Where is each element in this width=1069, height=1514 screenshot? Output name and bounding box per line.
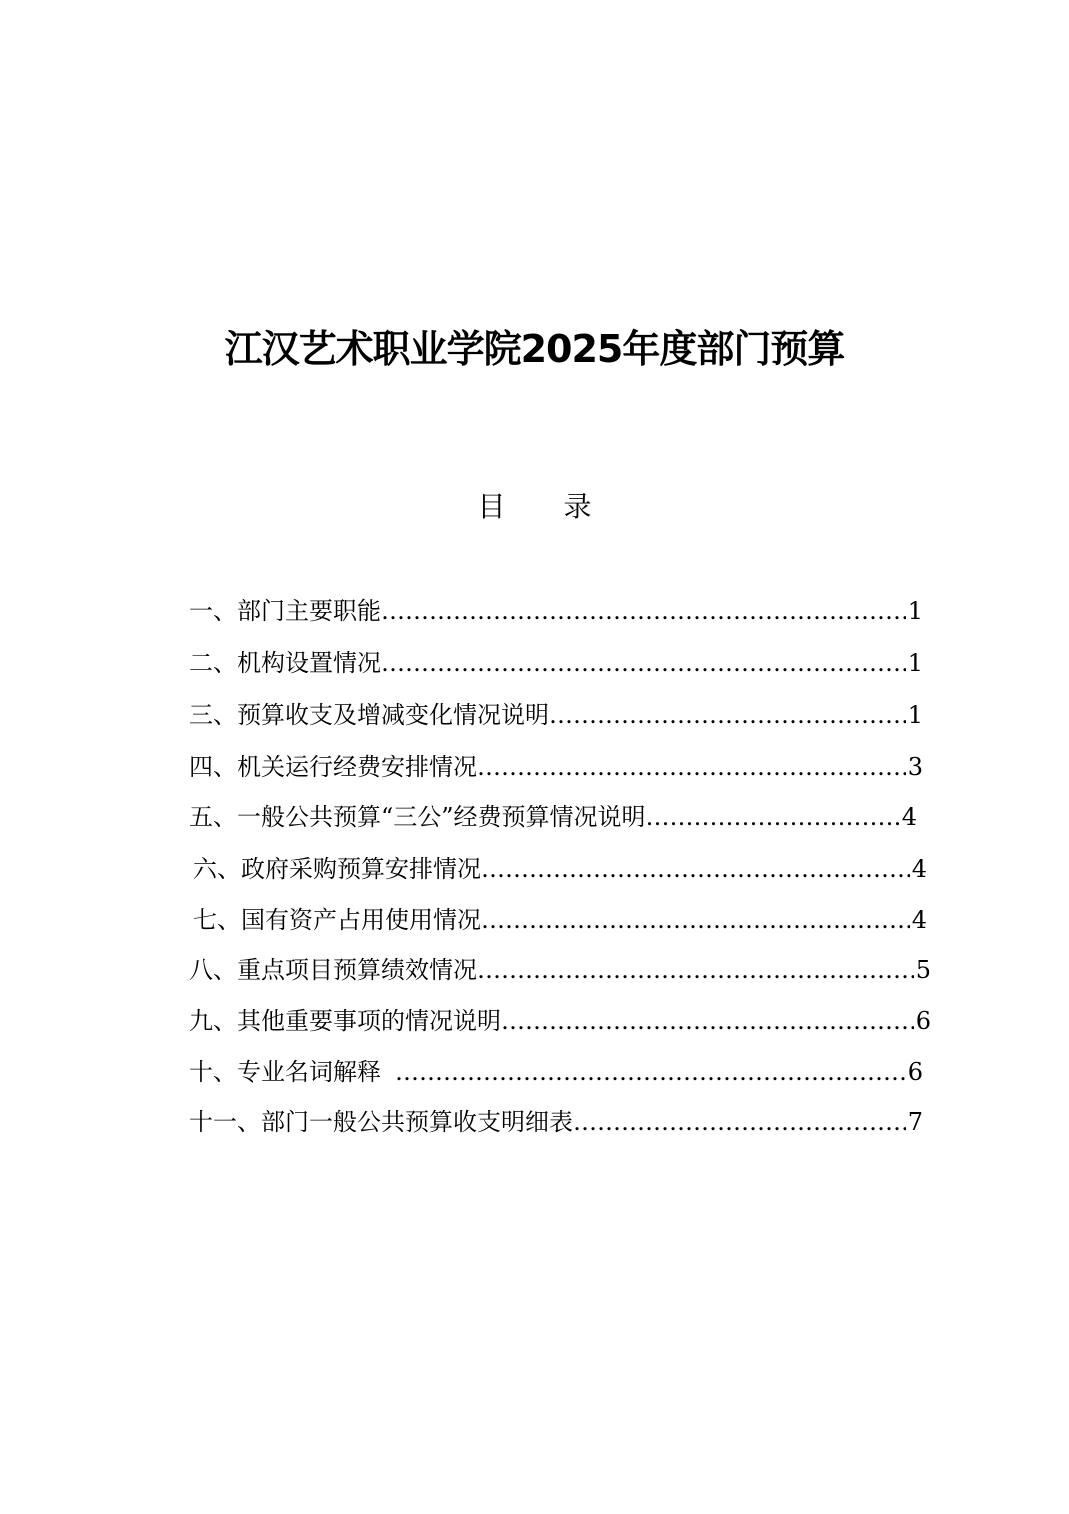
toc-entry[interactable]	[189, 947, 931, 993]
toc-leader-dots	[573, 1099, 906, 1145]
toc-entry-page: 6	[915, 1007, 931, 1035]
toc-entry-label: 四、机关运行经费安排情况	[189, 753, 477, 781]
toc-entry-label: 六、政府采购预算安排情况	[193, 855, 481, 883]
toc-leader-dots	[481, 846, 910, 892]
toc-leader-dots	[646, 794, 900, 840]
toc-entry[interactable]	[189, 692, 923, 738]
toc-entry[interactable]	[189, 1099, 923, 1145]
toc-leader-dots	[477, 744, 906, 790]
toc-leader-dots	[381, 588, 906, 634]
toc-entry-page: 5	[915, 956, 931, 984]
toc-entry-page: 1	[907, 701, 923, 729]
toc-entry[interactable]	[193, 846, 927, 892]
toc-entry-page: 1	[907, 597, 923, 625]
toc-entry-label: 二、机构设置情况	[189, 649, 381, 677]
toc-heading-char: 录	[563, 490, 592, 523]
toc-entry-label: 十、专业名词解释	[189, 1058, 381, 1086]
toc-entry[interactable]	[189, 588, 923, 634]
toc-entry-label: 九、其他重要事项的情况说明	[189, 1007, 501, 1035]
toc-entry[interactable]	[189, 998, 931, 1044]
document-title: 江汉艺术职业学院2025年度部门预算	[224, 327, 845, 371]
toc-entry-page: 3	[907, 753, 923, 781]
toc-entry-page: 4	[911, 855, 927, 883]
toc-entry[interactable]	[189, 744, 923, 790]
toc-leader-dots	[381, 640, 906, 686]
toc-leader-dots	[549, 692, 906, 738]
toc-heading	[0, 485, 1069, 529]
toc-entry-label: 一、部门主要职能	[189, 597, 381, 625]
toc-entry-label: 八、重点项目预算绩效情况	[189, 956, 477, 984]
toc-heading-char: 目	[477, 490, 506, 523]
toc-entry-label: 十一、部门一般公共预算收支明细表	[189, 1108, 573, 1136]
toc-entry-page: 1	[907, 649, 923, 677]
toc-entry[interactable]	[189, 640, 923, 686]
toc-entry-page: 4	[901, 803, 917, 831]
toc-leader-dots	[481, 897, 910, 943]
toc-entry-page: 4	[911, 906, 927, 934]
toc-entry-label: 七、国有资产占用使用情况	[193, 906, 481, 934]
toc-leader-dots	[501, 998, 914, 1044]
toc-entry-page: 7	[907, 1108, 923, 1136]
toc-entry[interactable]	[193, 897, 927, 943]
toc-entry[interactable]	[189, 794, 917, 840]
toc-entry-page: 6	[907, 1058, 923, 1086]
toc-leader-dots	[395, 1049, 906, 1095]
toc-entry-label: 五、一般公共预算“三公”经费预算情况说明	[189, 803, 646, 831]
toc-leader-dots	[477, 947, 914, 993]
toc-entry[interactable]	[189, 1049, 923, 1095]
toc-entry-label: 三、预算收支及增减变化情况说明	[189, 701, 549, 729]
